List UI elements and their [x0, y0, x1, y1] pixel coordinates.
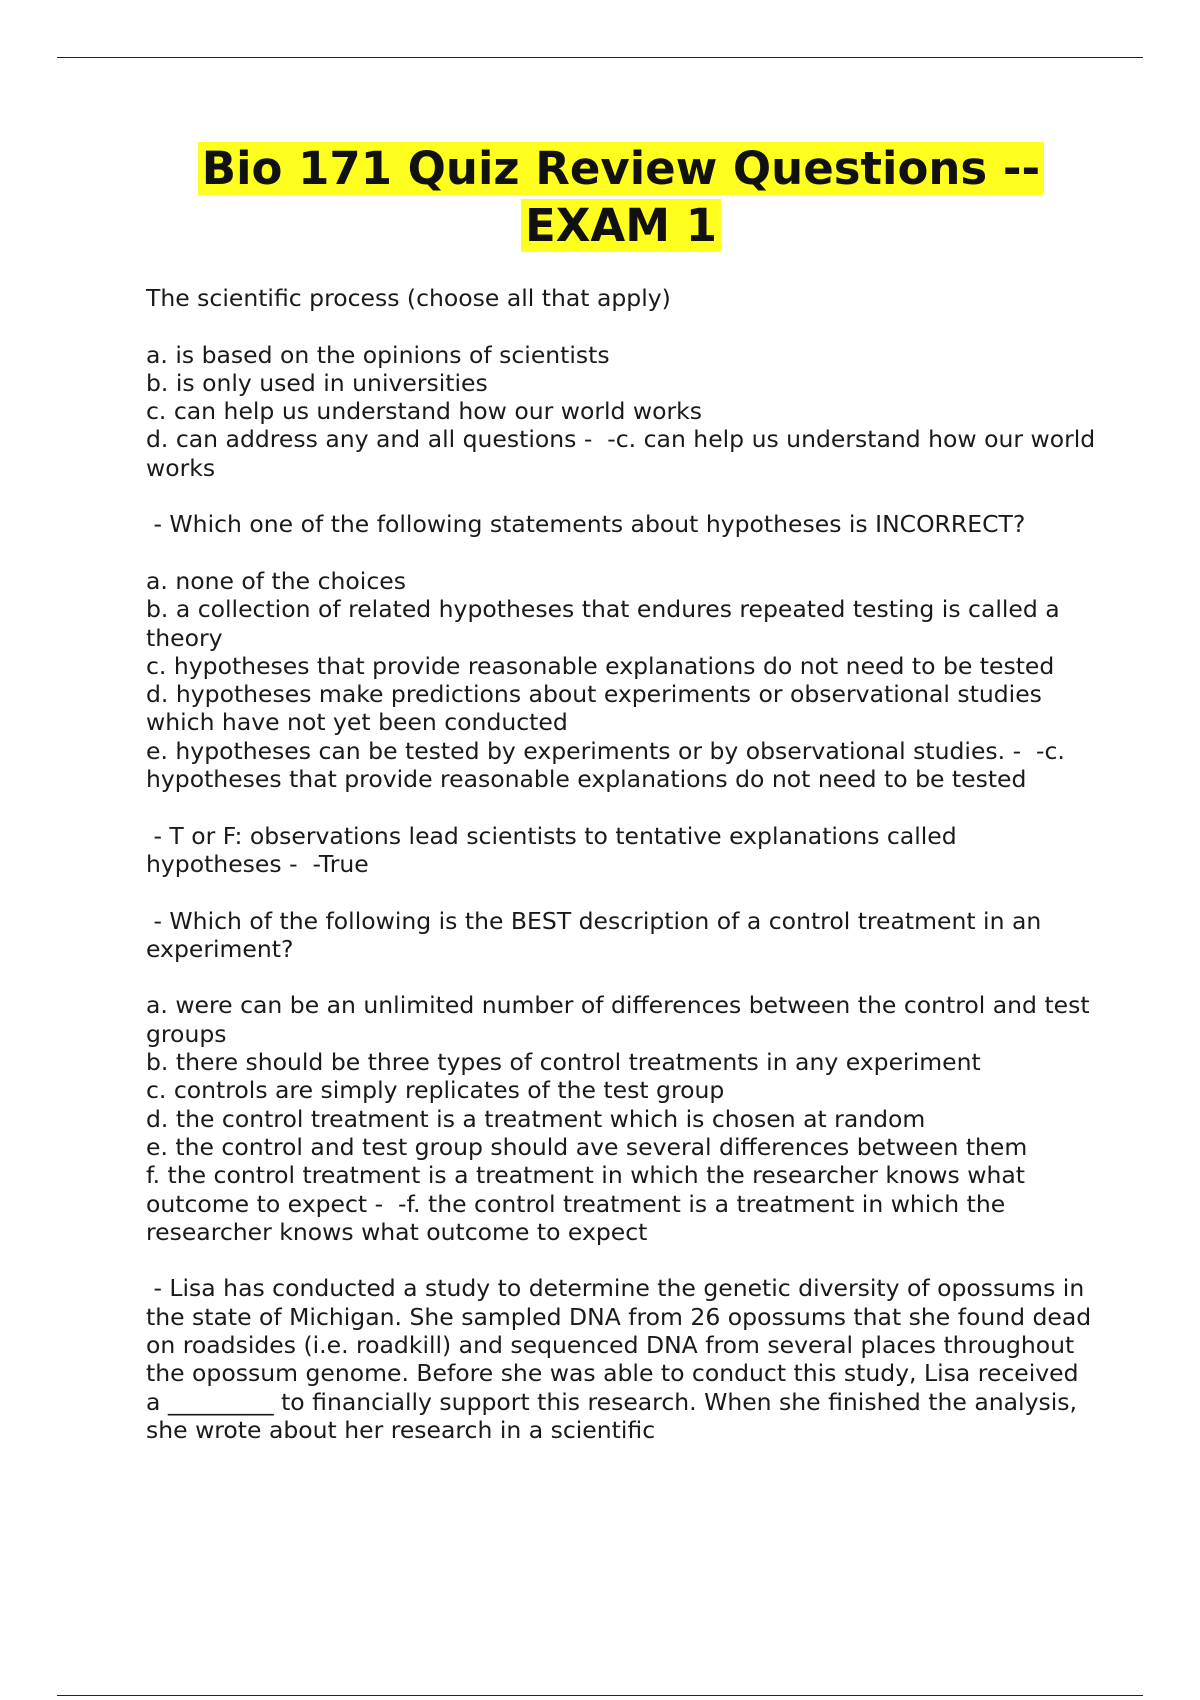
text-line: f. the control treatment is a treatment in which the researcher knows what outcome to expect - -f. the control treatment is a treatment in which the researcher knows what outcome to expect: [146, 1161, 1033, 1246]
text-line: c. can help us understand how our world works: [146, 397, 703, 426]
document-page: [146, 140, 1103, 1472]
text-line: a. were can be an unlimited number of differences between the control and test groups: [146, 991, 1098, 1048]
paragraph-block: [146, 284, 1096, 312]
text-line: a. is based on the opinions of scientists: [146, 340, 610, 369]
paragraph-block: [146, 822, 1096, 879]
paragraph-block: [146, 991, 1096, 1246]
text-line: e. hypotheses can be tested by experiments or by observational studies. - -c. hypotheses that provide reasonable explanations do not need to be tested: [146, 736, 1073, 794]
text-line: The scientific process (choose all that apply): [146, 284, 671, 312]
text-line: b. a collection of related hypotheses that endures repeated testing is called a theory: [146, 595, 1068, 652]
text-line: - Lisa has conducted a study to determine the genetic diversity of opossums in the state of Michigan. She sampled DNA from 26 opossums that she found dead on roadsides (i.e. roadkill) and sequenced DNA from several places throughout the opossum genome. Before she was able to conduct this study, Lisa received a _________ to financially support this research. When she finished the analysis, she wrote about her research in a scientific: [146, 1274, 1099, 1444]
text-line: e. the control and test group should ave several differences between them: [146, 1132, 1028, 1161]
paragraph-block: [146, 567, 1096, 793]
top-rule: [57, 57, 1143, 58]
text-line: b. is only used in universities: [146, 368, 488, 397]
text-line: d. the control treatment is a treatment which is chosen at random: [146, 1104, 926, 1133]
text-line: c. controls are simply replicates of the test group: [146, 1076, 725, 1105]
text-line: - Which one of the following statements about hypotheses is INCORRECT?: [146, 510, 1026, 539]
paragraph-block: [146, 510, 1096, 538]
document-body: [146, 284, 1103, 1444]
text-line: a. none of the choices: [146, 566, 406, 595]
paragraph-block: [146, 907, 1096, 964]
paragraph-block: [146, 340, 1103, 482]
text-line: b. there should be three types of control treatments in any experiment: [146, 1048, 981, 1077]
text-line: d. hypotheses make predictions about experiments or observational studies which have not yet been conducted: [146, 680, 1050, 737]
document-title: [146, 140, 1096, 254]
text-line: - Which of the following is the BEST description of a control treatment in an experiment?: [146, 906, 1049, 963]
text-line: - T or F: observations lead scientists to tentative explanations called hypotheses - -True: [146, 821, 965, 878]
text-line: d. can address any and all questions - -c. can help us understand how our world works: [146, 425, 1103, 482]
paragraph-block: [146, 1274, 1099, 1444]
text-line: c. hypotheses that provide reasonable explanations do not need to be tested: [146, 651, 1055, 680]
bottom-rule: [57, 1695, 1143, 1696]
title-highlight: Bio 171 Quiz Review Questions -- EXAM 1: [198, 142, 1044, 252]
